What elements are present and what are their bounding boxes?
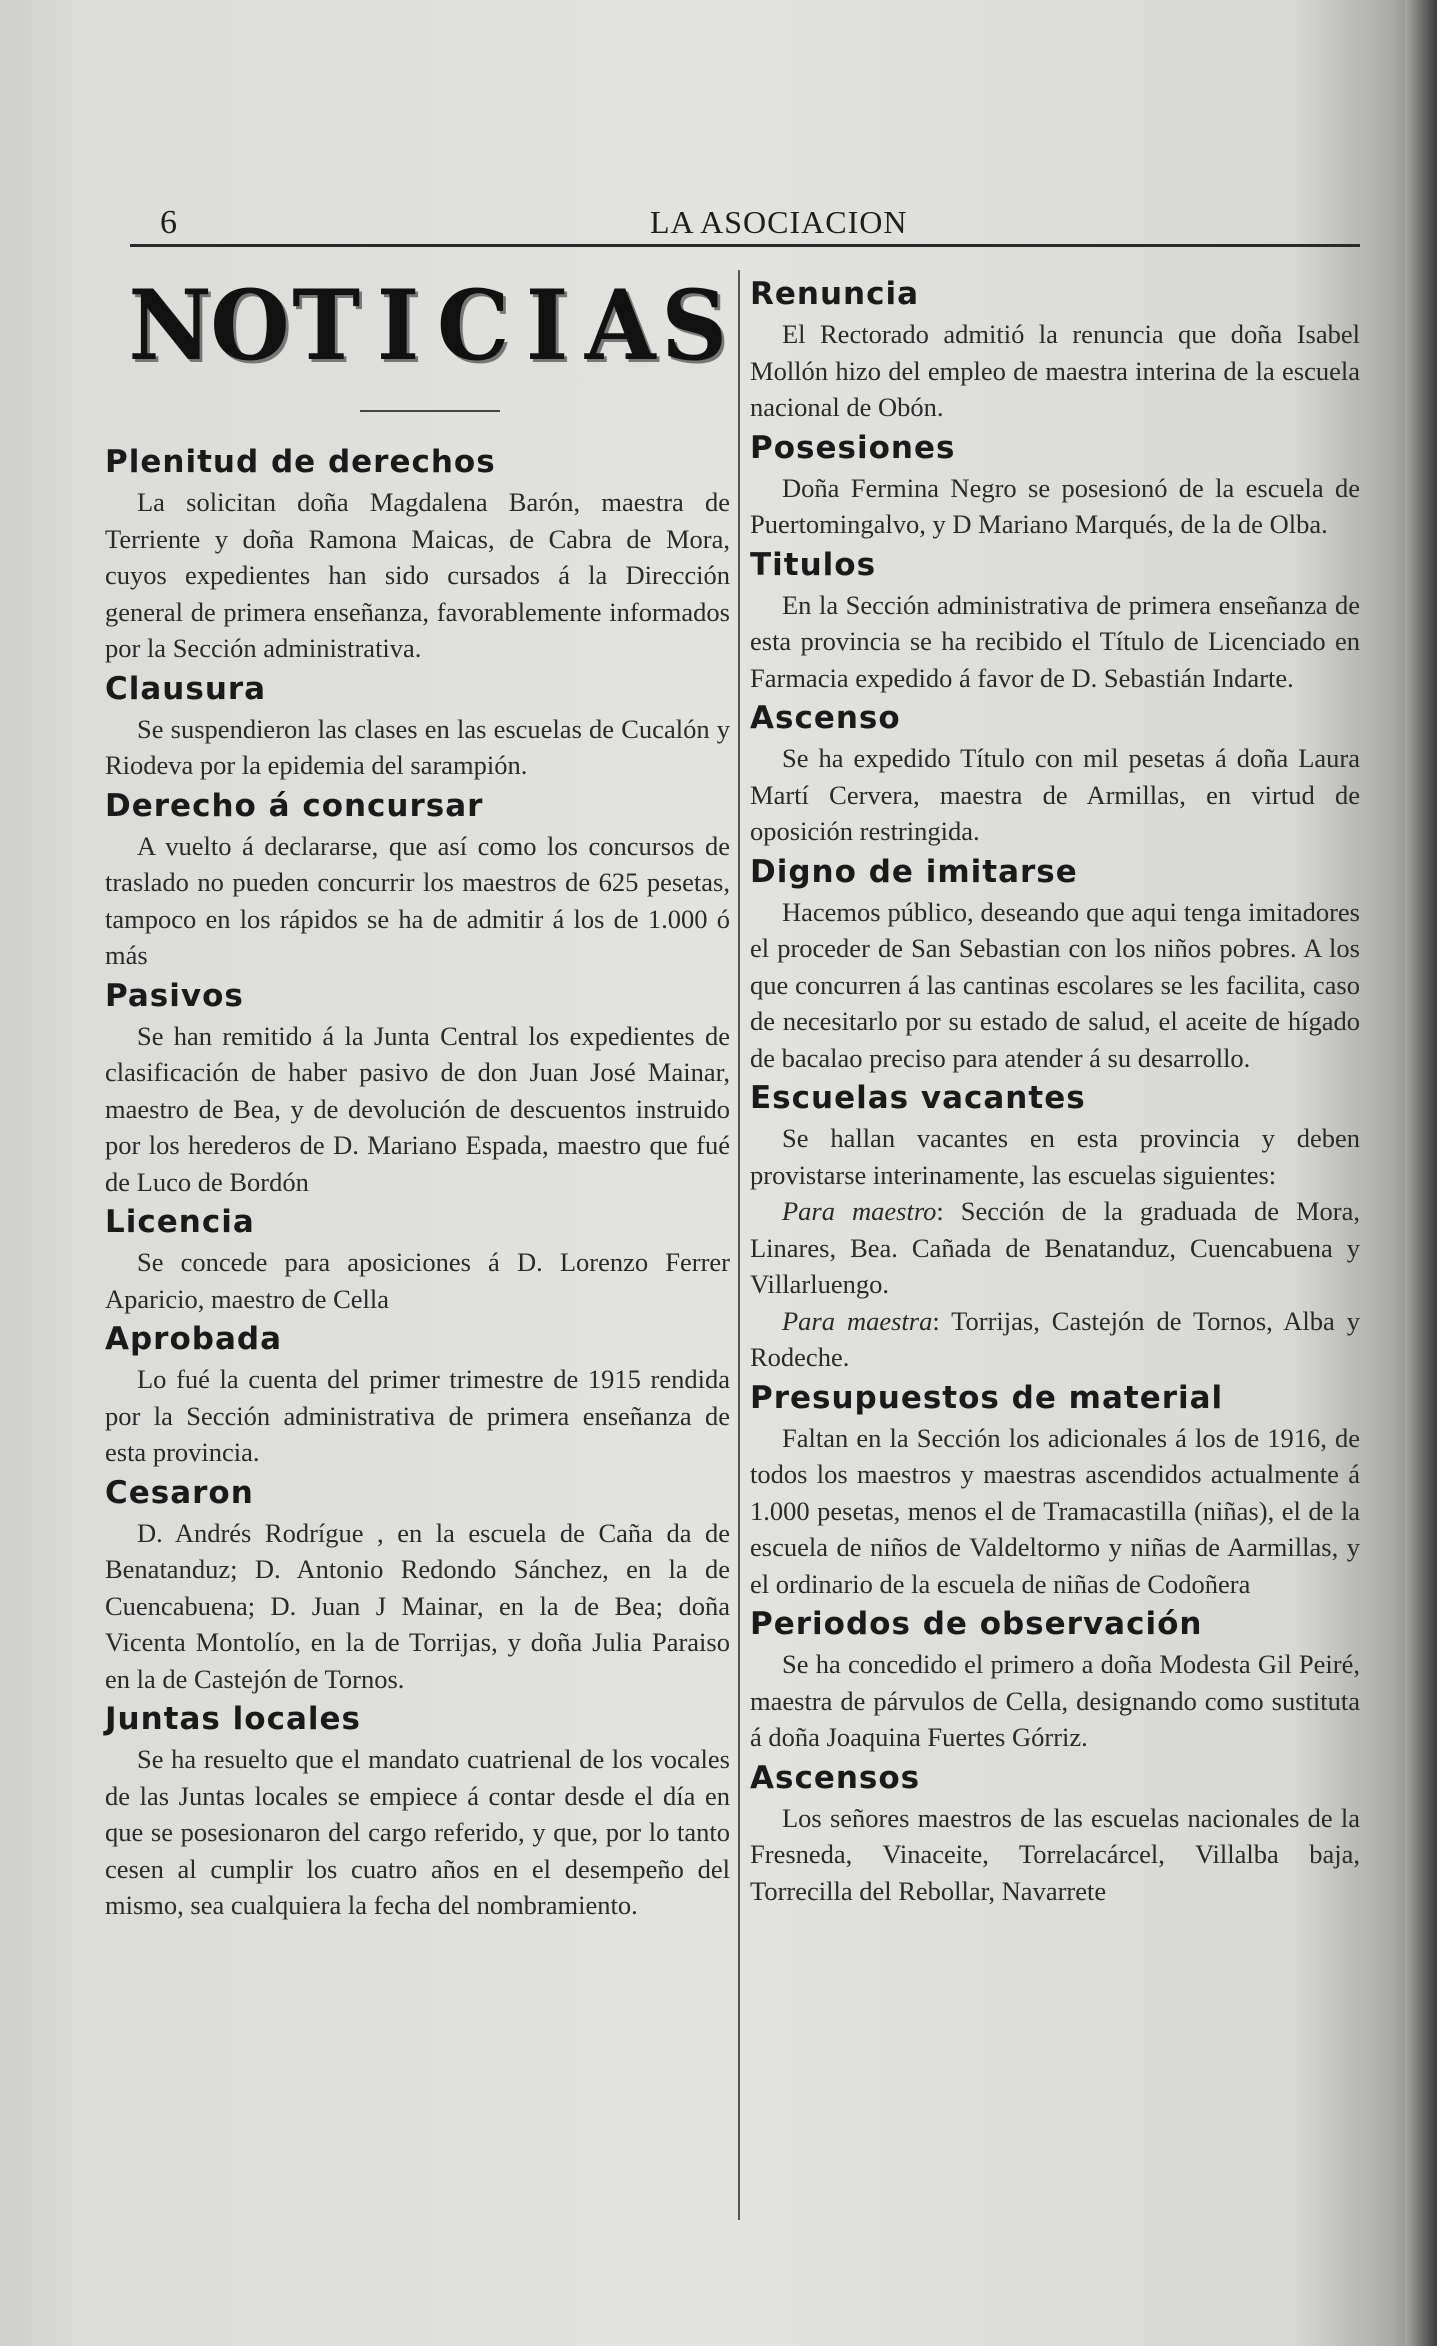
news-item-text: Se concede para aposiciones á D. Lorenzo Ferrer Aparicio, maestro de Cella	[105, 1247, 730, 1314]
news-item-heading: Digno de imitarse	[750, 853, 1078, 890]
masthead-letter: O	[210, 268, 290, 382]
news-item-text: A vuelto á declararse, que así como los concursos de traslado no pueden concurrir los maestros de 625 pesetas, tampoco en los rápidos se ha de admitir á los de 1.000 ó más	[105, 830, 730, 970]
page-header	[160, 200, 1360, 248]
news-item-text: D. Andrés Rodrígue , en la escuela de Caña da de Benatanduz; D. Antonio Redondo Sánchez, en la de Cuencabuena; D. Juan J Mainar, en la de Bea; doña Vicenta Montolío, en la de Torrijas, y doña Julia Paraiso en la de Castejón de Tornos.	[105, 1517, 730, 1694]
news-item-text: Faltan en la Sección los adicionales á los de 1916, de todos los maestros y maestras ascendidos actualmente á 1.000 pesetas, menos el de Tramacastilla (niñas), el de la escuela de niños de Valdeltormo y niñas de Aarmillas, y el ordinario de la escuela de niñas de Codoñera	[750, 1422, 1360, 1599]
masthead-letter: S	[660, 268, 727, 382]
news-item-text: La solicitan doña Magdalena Barón, maestra de Terriente y doña Ramona Maicas, de Cabra de Mora, cuyos expedientes han sido cursados á la Dirección general de primera enseñanza, favorablemente informados por la Sección administrativa.	[105, 487, 730, 663]
news-item-text: Se ha expedido Título con mil pesetas á doña Laura Martí Cervera, maestra de Armillas, en virtud de oposición restringida.	[750, 743, 1360, 846]
news-item-text: Se ha resuelto que el mandato cuatrienal de los vocales de las Juntas locales se empiece á contar desde el día en que se posesionaron del cargo referido, y que, por lo tanto cesen al cumplir los cuatro años en el desempeño del mismo, sea cualquiera la fecha del nombramiento.	[105, 1744, 730, 1920]
news-item-heading: Presupuestos de material	[750, 1379, 1224, 1416]
news-item	[750, 1076, 1360, 1376]
news-item-heading: Plenitud de derechos	[105, 444, 496, 480]
news-item	[105, 1697, 730, 1924]
masthead-letter: N	[128, 268, 212, 382]
news-item-heading: Licencia	[105, 1204, 255, 1240]
news-item-heading: Periodos de observación	[750, 1606, 1203, 1642]
news-item	[105, 1200, 730, 1317]
news-item-heading: Posesiones	[750, 429, 956, 466]
news-item-text: El Rectorado admitió la renuncia que doña Isabel Mollón hizo del empleo de maestra interina de la escuela nacional de Obón.	[750, 319, 1360, 422]
news-item	[750, 850, 1360, 1077]
column-divider	[738, 270, 740, 2220]
masthead-letter: C	[436, 268, 510, 382]
news-item-text: Lo fué la cuenta del primer trimestre de 1915 rendida por la Sección administrativa de primera enseñanza de esta provincia.	[105, 1364, 730, 1467]
news-item-text: Se suspendieron las clases en las escuelas de Cucalón y Riodeva por la epidemia del sarampión.	[105, 713, 730, 780]
news-item	[750, 1376, 1360, 1603]
news-item	[105, 667, 730, 784]
news-item-text: En la Sección administrativa de primera enseñanza de esta provincia se ha recibido el Título de Licenciado en Farmacia expedido á favor de D. Sebastián Indarte.	[750, 589, 1360, 693]
right-column	[750, 272, 1360, 1909]
left-column	[105, 440, 730, 1924]
news-item-heading: Ascensos	[750, 1759, 921, 1796]
masthead-letter: T	[292, 268, 361, 382]
news-item-text: Doña Fermina Negro se posesionó de la escuela de Puertomingalvo, y D Mariano Marqués, de la de Olba.	[750, 472, 1360, 539]
masthead-letter: I	[377, 268, 420, 382]
news-item-heading: Cesaron	[105, 1474, 254, 1511]
news-item	[750, 1602, 1360, 1756]
page-spine-shadow	[1405, 0, 1437, 2346]
noticias-masthead	[130, 270, 730, 380]
news-item-text: Se han remitido á la Junta Central los expedientes de clasificación de haber pasivo de don Juan José Mainar, maestro de Bea, y de devolución de descuentos instruido por los herederos de D. Mariano Espada, maestro que fué de Luco de Bordón	[105, 1020, 730, 1197]
news-item	[750, 543, 1360, 697]
news-item-text: Para maestro: Sección de la graduada de Mora, Linares, Bea. Cañada de Benatanduz, Cuencabuena y Villarluengo.	[750, 1196, 1360, 1299]
news-item-text: Se hallan vacantes en esta provincia y deben provistarse interinamente, las escuelas siguientes:	[750, 1123, 1360, 1190]
header-rule	[130, 244, 1360, 247]
news-item-heading: Aprobada	[105, 1321, 282, 1357]
news-item-text: Para maestra: Torrijas, Castejón de Tornos, Alba y Rodeche.	[750, 1305, 1361, 1372]
news-item-heading: Pasivos	[105, 977, 244, 1014]
masthead-rule	[360, 410, 500, 412]
news-item	[105, 784, 730, 974]
news-item	[750, 426, 1360, 543]
news-item	[750, 696, 1360, 850]
news-item	[105, 440, 730, 667]
running-title: LA ASOCIACION	[650, 204, 908, 240]
news-item-heading: Clausura	[105, 670, 267, 707]
masthead-letter: A	[585, 268, 656, 382]
news-item-heading: Titulos	[750, 546, 877, 583]
news-item	[750, 1756, 1360, 1910]
news-item-heading: Derecho á concursar	[105, 787, 484, 824]
news-item-text: Los señores maestros de las escuelas nacionales de la Fresneda, Vinaceite, Torrelacárcel, Villalba baja, Torrecilla del Rebollar, Navarrete	[750, 1802, 1360, 1906]
news-item	[750, 272, 1360, 426]
page-number: 6	[160, 204, 177, 241]
masthead-letter: I	[525, 268, 569, 382]
news-item	[105, 1317, 730, 1471]
news-item-heading: Ascenso	[750, 700, 901, 736]
news-item-text: Se ha concedido el primero a doña Modesta Gil Peiré, maestra de párvulos de Cella, designando como sustituta á doña Joaquina Fuertes Górriz.	[750, 1649, 1360, 1752]
news-item-heading: Renuncia	[750, 276, 920, 312]
news-item-text: Hacemos público, deseando que aqui tenga imitadores el proceder de San Sebastian con los niños pobres. A los que concurren á las cantinas escolares se les facilita, caso de necesitarlo por su estado de salud, el aceite de hígado de bacalao preciso para atender á su desarrollo.	[750, 896, 1360, 1073]
news-item-heading: Juntas locales	[105, 1701, 361, 1737]
news-item	[105, 1471, 730, 1698]
news-item	[105, 974, 730, 1201]
news-item-heading: Escuelas vacantes	[750, 1080, 1086, 1116]
